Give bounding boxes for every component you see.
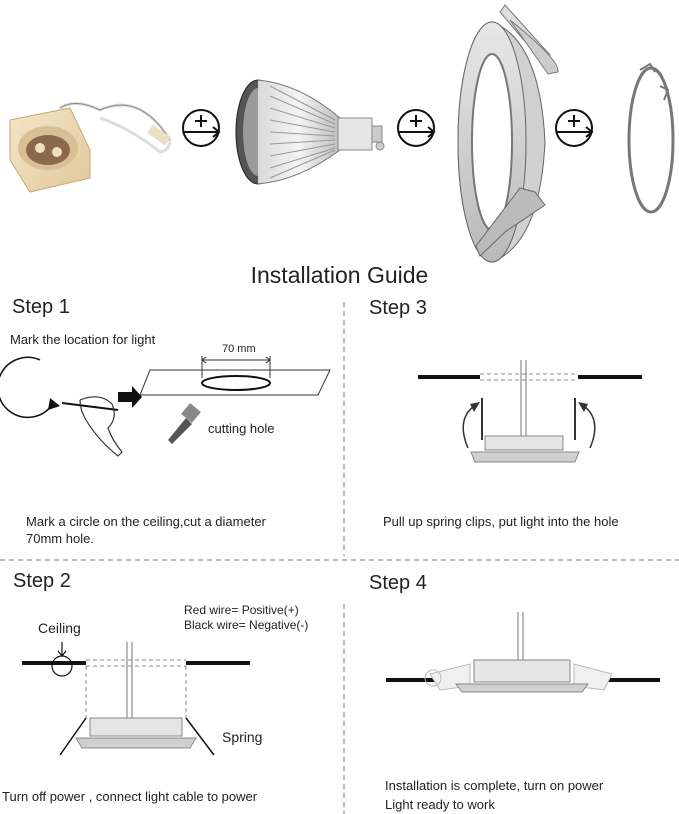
step1-desc-line2: 70mm hole. — [26, 531, 94, 546]
curved-arrow-icon — [0, 357, 60, 417]
plus-arrow-icon — [398, 110, 434, 146]
plus-arrow-icon — [556, 110, 592, 146]
step4-heading: Step 4 — [369, 572, 427, 594]
step2-spring-label: Spring — [222, 729, 263, 745]
socket-icon — [10, 103, 171, 192]
step4-desc-line2: Light ready to work — [385, 797, 495, 812]
downlight-frame-icon — [458, 5, 558, 262]
plus-arrow-icon — [183, 110, 219, 146]
step1-desc-line1: Mark a circle on the ceiling,cut a diameter — [26, 514, 266, 529]
step1-dimension-label: 70 mm — [222, 343, 256, 355]
step2-black-wire: Black wire= Negative(-) — [184, 618, 309, 632]
step4-illustration — [386, 612, 660, 692]
step1-mark-label: Mark the location for light — [10, 332, 156, 347]
spring-ring-icon — [629, 64, 673, 212]
pencil-hand-icon — [62, 397, 122, 456]
step2-heading: Step 2 — [13, 570, 71, 592]
step3-illustration — [418, 360, 642, 462]
saw-icon — [168, 403, 201, 444]
step3-desc: Pull up spring clips, put light into the hole — [383, 514, 619, 529]
step2-illustration — [22, 642, 250, 755]
step3-heading: Step 3 — [369, 297, 427, 319]
led-bulb-icon — [236, 80, 384, 184]
step1-cutting-label: cutting hole — [208, 421, 275, 436]
right-arrow-icon — [118, 386, 142, 408]
step4-desc-line1: Installation is complete, turn on power — [385, 778, 604, 793]
page-title: Installation Guide — [250, 262, 429, 288]
step1-heading: Step 1 — [12, 296, 70, 318]
step2-red-wire: Red wire= Positive(+) — [184, 603, 299, 617]
cut-hole — [202, 376, 270, 390]
step2-desc: Turn off power , connect light cable to power — [2, 789, 258, 804]
step2-ceiling-label: Ceiling — [38, 620, 81, 636]
